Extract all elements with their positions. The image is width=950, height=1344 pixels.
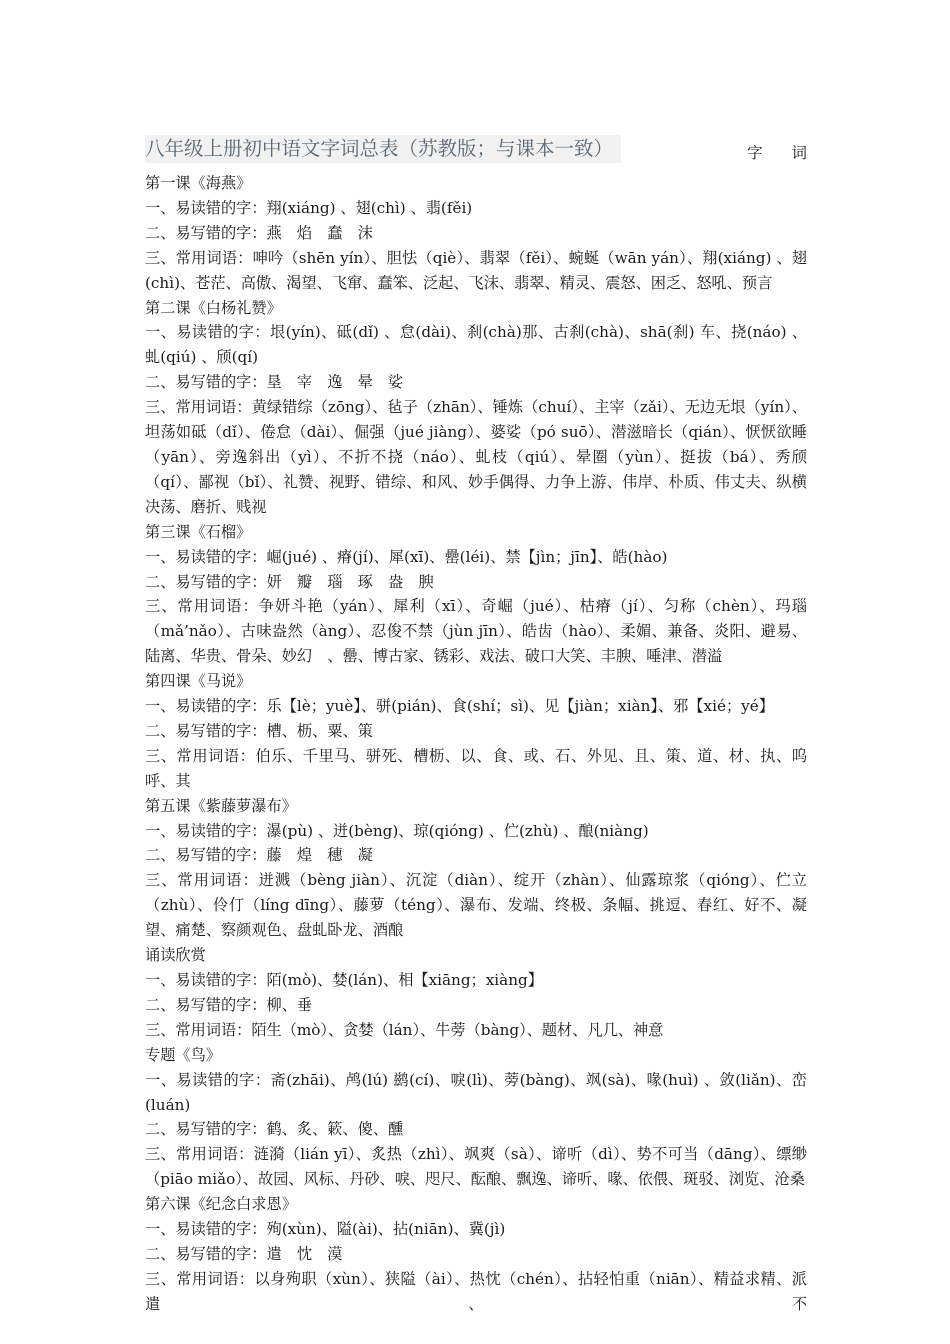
text-line: 三、常用词语：黄绿错综（zōng）、毡子（zhān）、锤炼（chuí）、主宰（zǎi）、无边无垠（yín）、坦荡如砥（dǐ）、倦怠（dài）、倔强（jué jiàng）、婆娑（pó suō）、潜滋暗长（qián）、恹恹欲睡（yān）、旁逸斜出（yì）、不折不挠（náo）、虬枝（qiú）、晕圈（yùn）、挺拔（bá）、秀颀（qí）、鄙视（bǐ）、礼赞、视野、错综、和风、妙手偶得、力争上游、伟岸、朴质、伟丈夫、纵横决荡、磨折、贱视 xyxy=(145,398,807,516)
title-row xyxy=(145,135,819,165)
document-title: 八年级上册初中语文字词总表（苏教版；与课本一致） xyxy=(145,135,621,163)
document-body xyxy=(145,171,807,1317)
text-line: 二、易写错的字：妍 瓣 瑙 琢 盎 腴 xyxy=(145,572,434,591)
text-line: 二、易写错的字：鹤、炙、簌、傻、醺 xyxy=(145,1120,404,1139)
text-line: 一、易读错的字：乐【lè；yuè】、骈(pián)、食(shí；sì)、见【jiàn；xiàn】、邪【xié；yé】 xyxy=(145,697,774,716)
document-page xyxy=(145,135,819,1317)
text-line: 三、常用词语：陌生（mò）、贪婪（lán）、牛蒡（bàng）、题材、凡几、神意 xyxy=(145,1020,664,1039)
text-line: 一、易读错的字：陌(mò)、婪(lán)、相【xiāng；xiàng】 xyxy=(145,971,543,989)
lesson-heading: 诵读欣赏 xyxy=(145,946,206,965)
text-line: 三、常用词语：以身殉职（xùn）、狭隘（ài）、热忱（chén）、拈轻怕重（niān）、精益求精、派遣、不 xyxy=(145,1269,807,1313)
text-line: 三、常用词语：迸溅（bèng jiàn）、沉淀（diàn）、绽开（zhàn）、仙露琼浆（qióng）、伫立（zhù）、伶仃（líng dīng）、藤萝（téng）、瀑布、发端、终极、条幅、挑逗、春红、好不、凝望、痛楚、察颜观色、盘虬卧龙、酒酿 xyxy=(145,871,807,940)
lesson-heading: 第一课《海燕》 xyxy=(145,174,252,192)
text-line: 一、易读错的字：殉(xùn)、隘(ài)、拈(niān)、冀(jì) xyxy=(145,1220,506,1239)
lesson-heading: 第二课《白杨礼赞》 xyxy=(145,298,282,317)
document-tag: 字 词 xyxy=(747,144,819,162)
text-line: 二、易写错的字：柳、垂 xyxy=(145,995,313,1014)
text-line: 二、易写错的字：垦 宰 逸 晕 娑 xyxy=(145,373,404,392)
text-line: 二、易写错的字：藤 煌 穗 凝 xyxy=(145,846,373,865)
lesson-heading: 第三课《石榴》 xyxy=(145,522,252,541)
text-line: 一、易读错的字：瀑(pù) 、迸(bèng)、琼(qióng) 、伫(zhù) 、酿(niàng) xyxy=(145,821,649,840)
text-line: 三、常用词语：涟漪（lián yī）、炙热（zhì）、飒爽（sà）、谛听（dì）、势不可当（dāng）、缥缈（piāo miǎo）、故园、风标、丹砂、唳、咫尺、酝酿、飘逸、谛听、喙、依偎、斑驳、浏览、沧桑 xyxy=(145,1145,807,1189)
lesson-heading: 第五课《紫藤萝瀑布》 xyxy=(145,796,297,815)
lesson-heading: 第六课《纪念白求恩》 xyxy=(145,1195,297,1214)
text-line: 一、易读错的字：崛(jué) 、瘠(jí)、犀(xī)、罍(léi)、禁【jìn；jīn】、皓(hào) xyxy=(145,547,668,566)
text-line: 三、常用词语：争妍斗艳（yán）、犀利（xī）、奇崛（jué）、枯瘠（jí）、匀称（chèn）、玛瑙（mǎ’nǎo）、古味盎然（àng）、忍俊不禁（jùn jīn）、皓齿（hào）、柔媚、兼备、炎阳、避易、陆离、华贵、骨朵、妙幻 、罍、博古家、锈彩、戏法、破口大笑、丰腴、唾津、潜溢 xyxy=(145,597,807,666)
lesson-heading: 第四课《马说》 xyxy=(145,672,252,691)
text-line: 二、易写错的字：槽、枥、粟、策 xyxy=(145,721,373,740)
text-line: 二、易写错的字：遣 忱 漠 xyxy=(145,1244,343,1263)
text-line: 三、常用词语：呻吟（shēn yín）、胆怯（qiè）、翡翠（fěi）、蜿蜒（wān yán）、翔(xiáng) 、翅(chì)、苍茫、高傲、渴望、飞窜、蠢笨、泛起、飞沫、翡翠、精灵、震怒、困乏、怒吼、预言 xyxy=(145,248,807,292)
text-line: 一、易读错的字：垠(yín)、砥(dǐ) 、怠(dài)、刹(chà)那、古刹(chà)、shā(刹) 车、挠(náo) 、虬(qiú) 、颀(qí) xyxy=(145,323,807,367)
text-line: 一、易读错的字：翔(xiáng) 、翅(chì) 、翡(fěi) xyxy=(145,198,473,217)
text-line: 一、易读错的字：斋(zhāi)、鸬(lú) 鹚(cí)、唳(lì)、蒡(bàng)、飒(sà)、喙(huì) 、敛(liǎn)、峦(luán) xyxy=(145,1070,807,1114)
text-line: 二、易写错的字：燕 焰 蠢 沫 xyxy=(145,223,373,242)
lesson-heading: 专题《鸟》 xyxy=(145,1045,221,1064)
text-line: 三、常用词语：伯乐、千里马、骈死、槽枥、以、食、或、石、外见、且、策、道、材、执、呜呼、其 xyxy=(145,746,807,790)
